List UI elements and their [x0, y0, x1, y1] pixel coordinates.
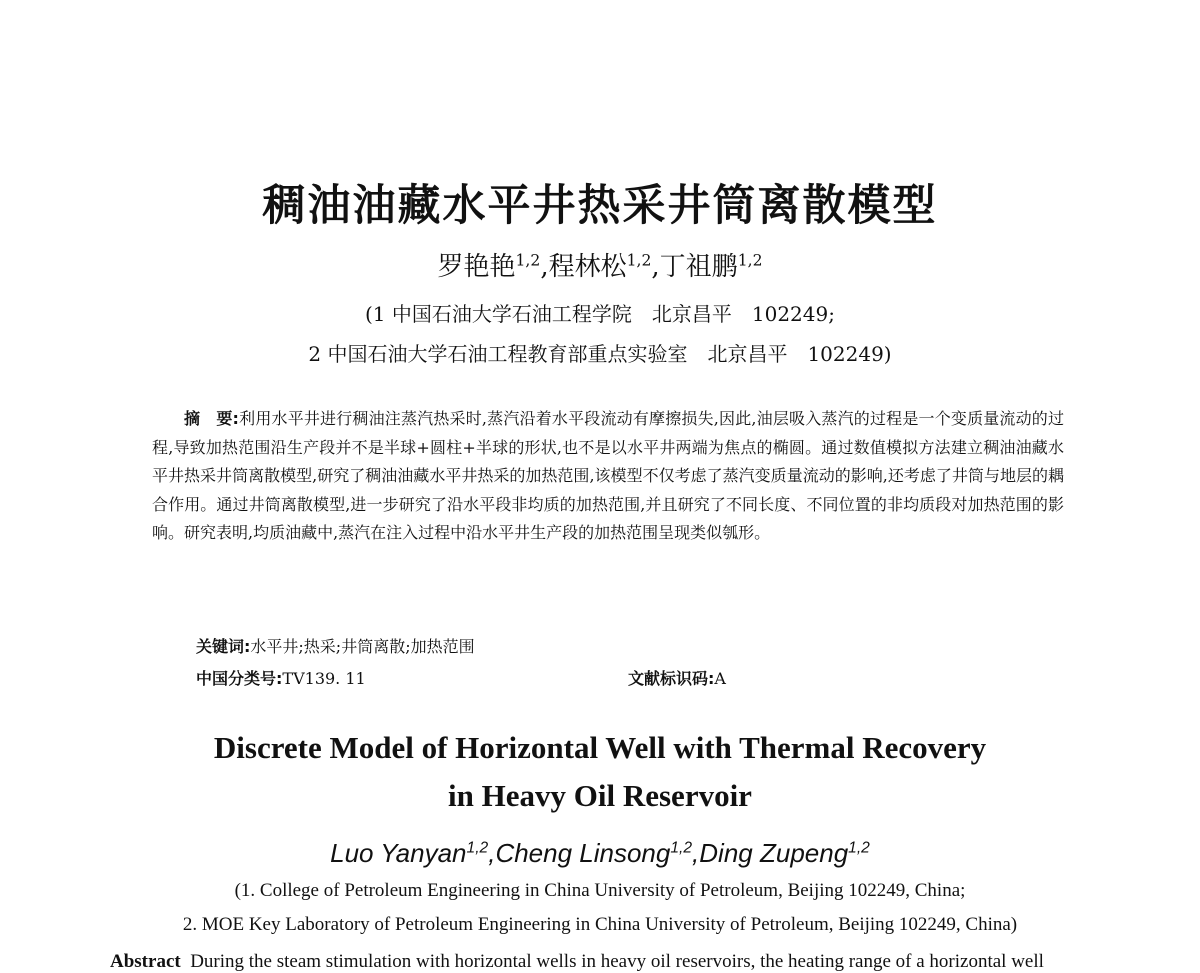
chinese-abstract [152, 405, 1064, 548]
document-code-value: A [714, 669, 726, 688]
english-abstract-label: Abstract [110, 951, 181, 972]
chinese-authors [0, 246, 1200, 283]
english-authors [0, 838, 1200, 869]
author-affiliation-sup: 1,2 [737, 251, 763, 270]
english-abstract-text: During the steam stimulation with horizontal wells in heavy oil reservoirs, the heating range of a horizontal well [190, 951, 1044, 972]
author-name: Cheng Linsong [495, 838, 671, 868]
english-affiliation-2: 2. MOE Key Laboratory of Petroleum Engineering in China University of Petroleum, Beijing 102249, China) [182, 914, 1018, 935]
author-affiliation-sup: 1,2 [466, 839, 489, 857]
abstract-label: 摘 要: [184, 409, 239, 428]
author-affiliation-sup: 1,2 [670, 839, 693, 857]
author-affiliation-sup: 1,2 [848, 839, 870, 857]
author-separator: , [488, 838, 496, 868]
english-title-line-2: in Heavy Oil Reservoir [448, 778, 752, 813]
keywords [196, 634, 475, 657]
classification-value: TV139. 11 [282, 669, 366, 688]
author-name: Ding Zupeng [699, 838, 849, 868]
english-affiliation-1: (1. College of Petroleum Engineering in China University of Petroleum, Beijing 102249, China; [234, 880, 966, 901]
english-abstract [110, 951, 1044, 973]
chinese-affiliation-1: (1 中国石油大学石油工程学院 北京昌平 102249; [365, 302, 835, 326]
author-separator: , [651, 252, 660, 282]
abstract-text: 利用水平井进行稠油注蒸汽热采时,蒸汽沿着水平段流动有摩擦损失,因此,油层吸入蒸汽的过程是一个变质量流动的过程,导致加热范围沿生产段并不是半球+圆柱+半球的形状,也不是以水平井两端为焦点的椭圆。通过数值模拟方法建立稠油油藏水平井热采井筒离散模型,研究了稠油油藏水平井热采的加热范围,该模型不仅考虑了蒸汽变质量流动的影响,还考虑了井筒与地层的耦合作用。通过井筒离散模型,进一步研究了沿水平段非均质的加热范围,并且研究了不同长度、不同位置的非均质段对加热范围的影响。研究表明,均质油藏中,蒸汽在注入过程中沿水平井生产段的加热范围呈现类似瓠形。 [152, 409, 1064, 542]
classification-label: 中国分类号: [196, 669, 283, 688]
author-name: 程林松 [548, 252, 627, 282]
author-name: 丁祖鹏 [659, 252, 738, 282]
document-code-label: 文献标识码: [628, 669, 715, 688]
english-title-line-1: Discrete Model of Horizontal Well with Thermal Recovery [213, 730, 987, 765]
chinese-title: 稠油油藏水平井热采井筒离散模型 [262, 181, 938, 231]
author-affiliation-sup: 1,2 [515, 251, 541, 270]
document-code [628, 666, 726, 689]
keywords-text: 水平井;热采;井筒离散;加热范围 [250, 637, 475, 656]
author-affiliation-sup: 1,2 [626, 251, 652, 270]
classification-number [196, 666, 366, 689]
chinese-affiliation-2: 2 中国石油大学石油工程教育部重点实验室 北京昌平 102249) [308, 342, 892, 366]
keywords-label: 关键词: [196, 637, 251, 656]
author-name: 罗艳艳 [437, 252, 516, 282]
author-separator: , [540, 252, 549, 282]
author-name: Luo Yanyan [330, 838, 467, 868]
author-separator: , [692, 838, 700, 868]
